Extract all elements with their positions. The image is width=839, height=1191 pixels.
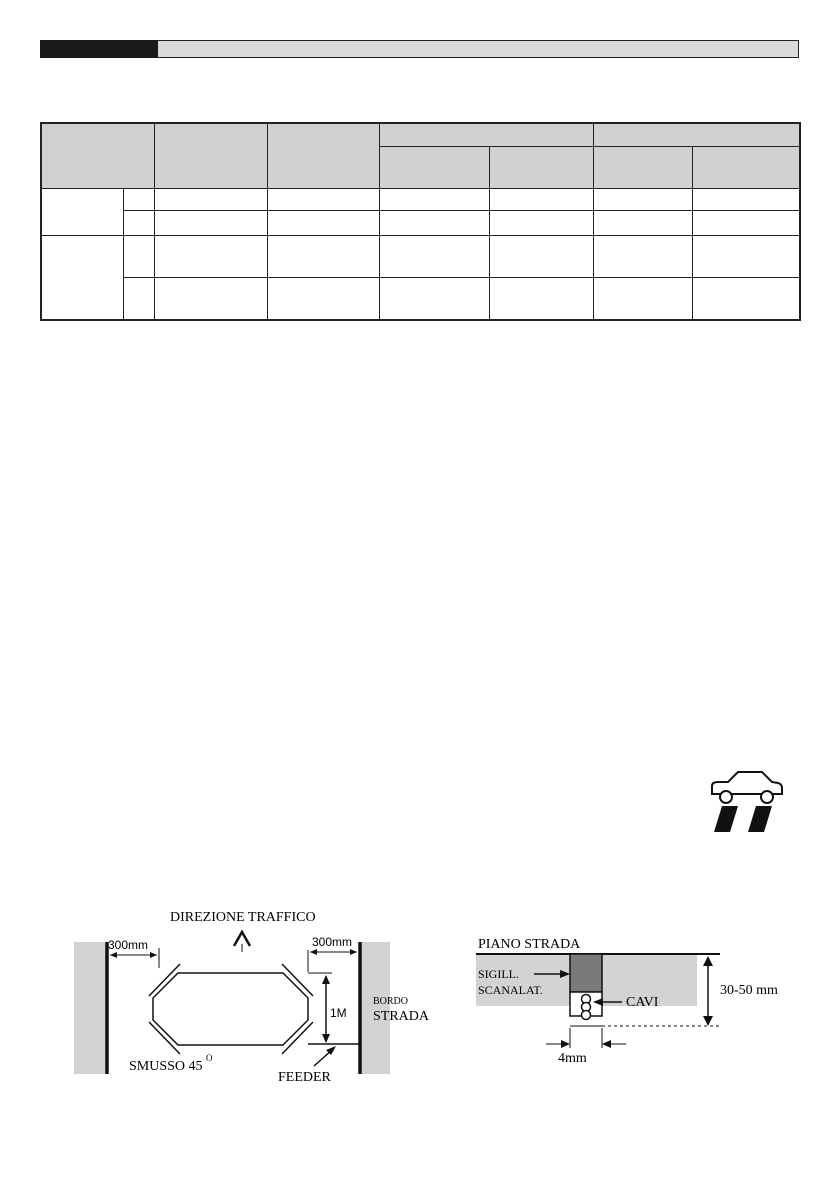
table-row	[41, 278, 800, 320]
loop-layout-diagram	[70, 900, 430, 1090]
table-cell	[489, 189, 593, 211]
table-header-group	[379, 123, 593, 146]
traffic-direction-label: DIREZIONE TRAFFICO	[170, 910, 316, 925]
header-bar-dark	[40, 40, 158, 58]
feeder-label: FEEDER	[278, 1070, 331, 1085]
table-cell	[267, 278, 379, 320]
chamfer-degree-label: O	[206, 1053, 213, 1063]
car-on-road-icon	[708, 770, 784, 832]
table-cell	[267, 235, 379, 277]
table-cell	[593, 235, 692, 277]
table-cell	[692, 235, 800, 277]
table-header-cell	[154, 123, 267, 189]
table-cell	[123, 278, 154, 320]
cables-label: CAVI	[626, 995, 659, 1010]
table-row	[41, 211, 800, 235]
table-cell	[692, 189, 800, 211]
table-cell	[379, 189, 489, 211]
table-cell	[41, 235, 123, 320]
loop-width-label: 1M	[330, 1006, 347, 1020]
road-surface-label: PIANO STRADA	[478, 937, 581, 952]
table-header-cell	[489, 146, 593, 188]
table-cell	[154, 211, 267, 235]
offset-left-label: 300mm	[108, 938, 149, 952]
table-cell	[154, 278, 267, 320]
table-header-cell	[593, 146, 692, 188]
traffic-arrow-icon	[234, 932, 250, 946]
table-cell	[267, 189, 379, 211]
table-header-cell	[692, 146, 800, 188]
table-row	[41, 235, 800, 277]
header-bar-light	[158, 40, 799, 58]
table-cell	[123, 235, 154, 277]
table-header-cell	[41, 123, 154, 189]
table-cell	[593, 278, 692, 320]
table-cell	[267, 211, 379, 235]
table-cell	[41, 189, 123, 235]
loop-outline	[153, 973, 308, 1045]
table-cell	[123, 189, 154, 211]
chamfer-label: SMUSSO 45	[129, 1059, 203, 1074]
table-cell	[123, 211, 154, 235]
sealant-label-line2: SCANALAT.	[478, 983, 543, 997]
table-cell	[593, 189, 692, 211]
table-cell	[379, 278, 489, 320]
offset-right-label: 300mm	[312, 935, 353, 949]
road-edge-label-line1: BORDO	[373, 996, 409, 1007]
table-row	[41, 189, 800, 211]
table-cell	[593, 211, 692, 235]
slot-width-label: 4mm	[558, 1051, 587, 1066]
spec-table	[40, 122, 801, 321]
table-cell	[154, 189, 267, 211]
ground-strip-left	[74, 942, 107, 1074]
sealant-label-line1: SIGILL.	[478, 967, 519, 981]
table-header-cell	[379, 146, 489, 188]
table-cell	[489, 211, 593, 235]
road-edge-label-line2: STRADA	[373, 1009, 430, 1024]
sealant-fill	[570, 954, 602, 992]
table-cell	[379, 211, 489, 235]
table-header-group	[593, 123, 800, 146]
table-header-cell	[267, 123, 379, 189]
ground-strip-right	[360, 942, 390, 1074]
table-cell	[489, 235, 593, 277]
cable-circle	[582, 1011, 591, 1020]
table-cell	[154, 235, 267, 277]
table-cell	[692, 278, 800, 320]
depth-label: 30-50 mm	[720, 983, 778, 998]
table-cell	[379, 235, 489, 277]
slot-cross-section-diagram	[470, 930, 790, 1070]
table-cell	[489, 278, 593, 320]
table-cell	[692, 211, 800, 235]
